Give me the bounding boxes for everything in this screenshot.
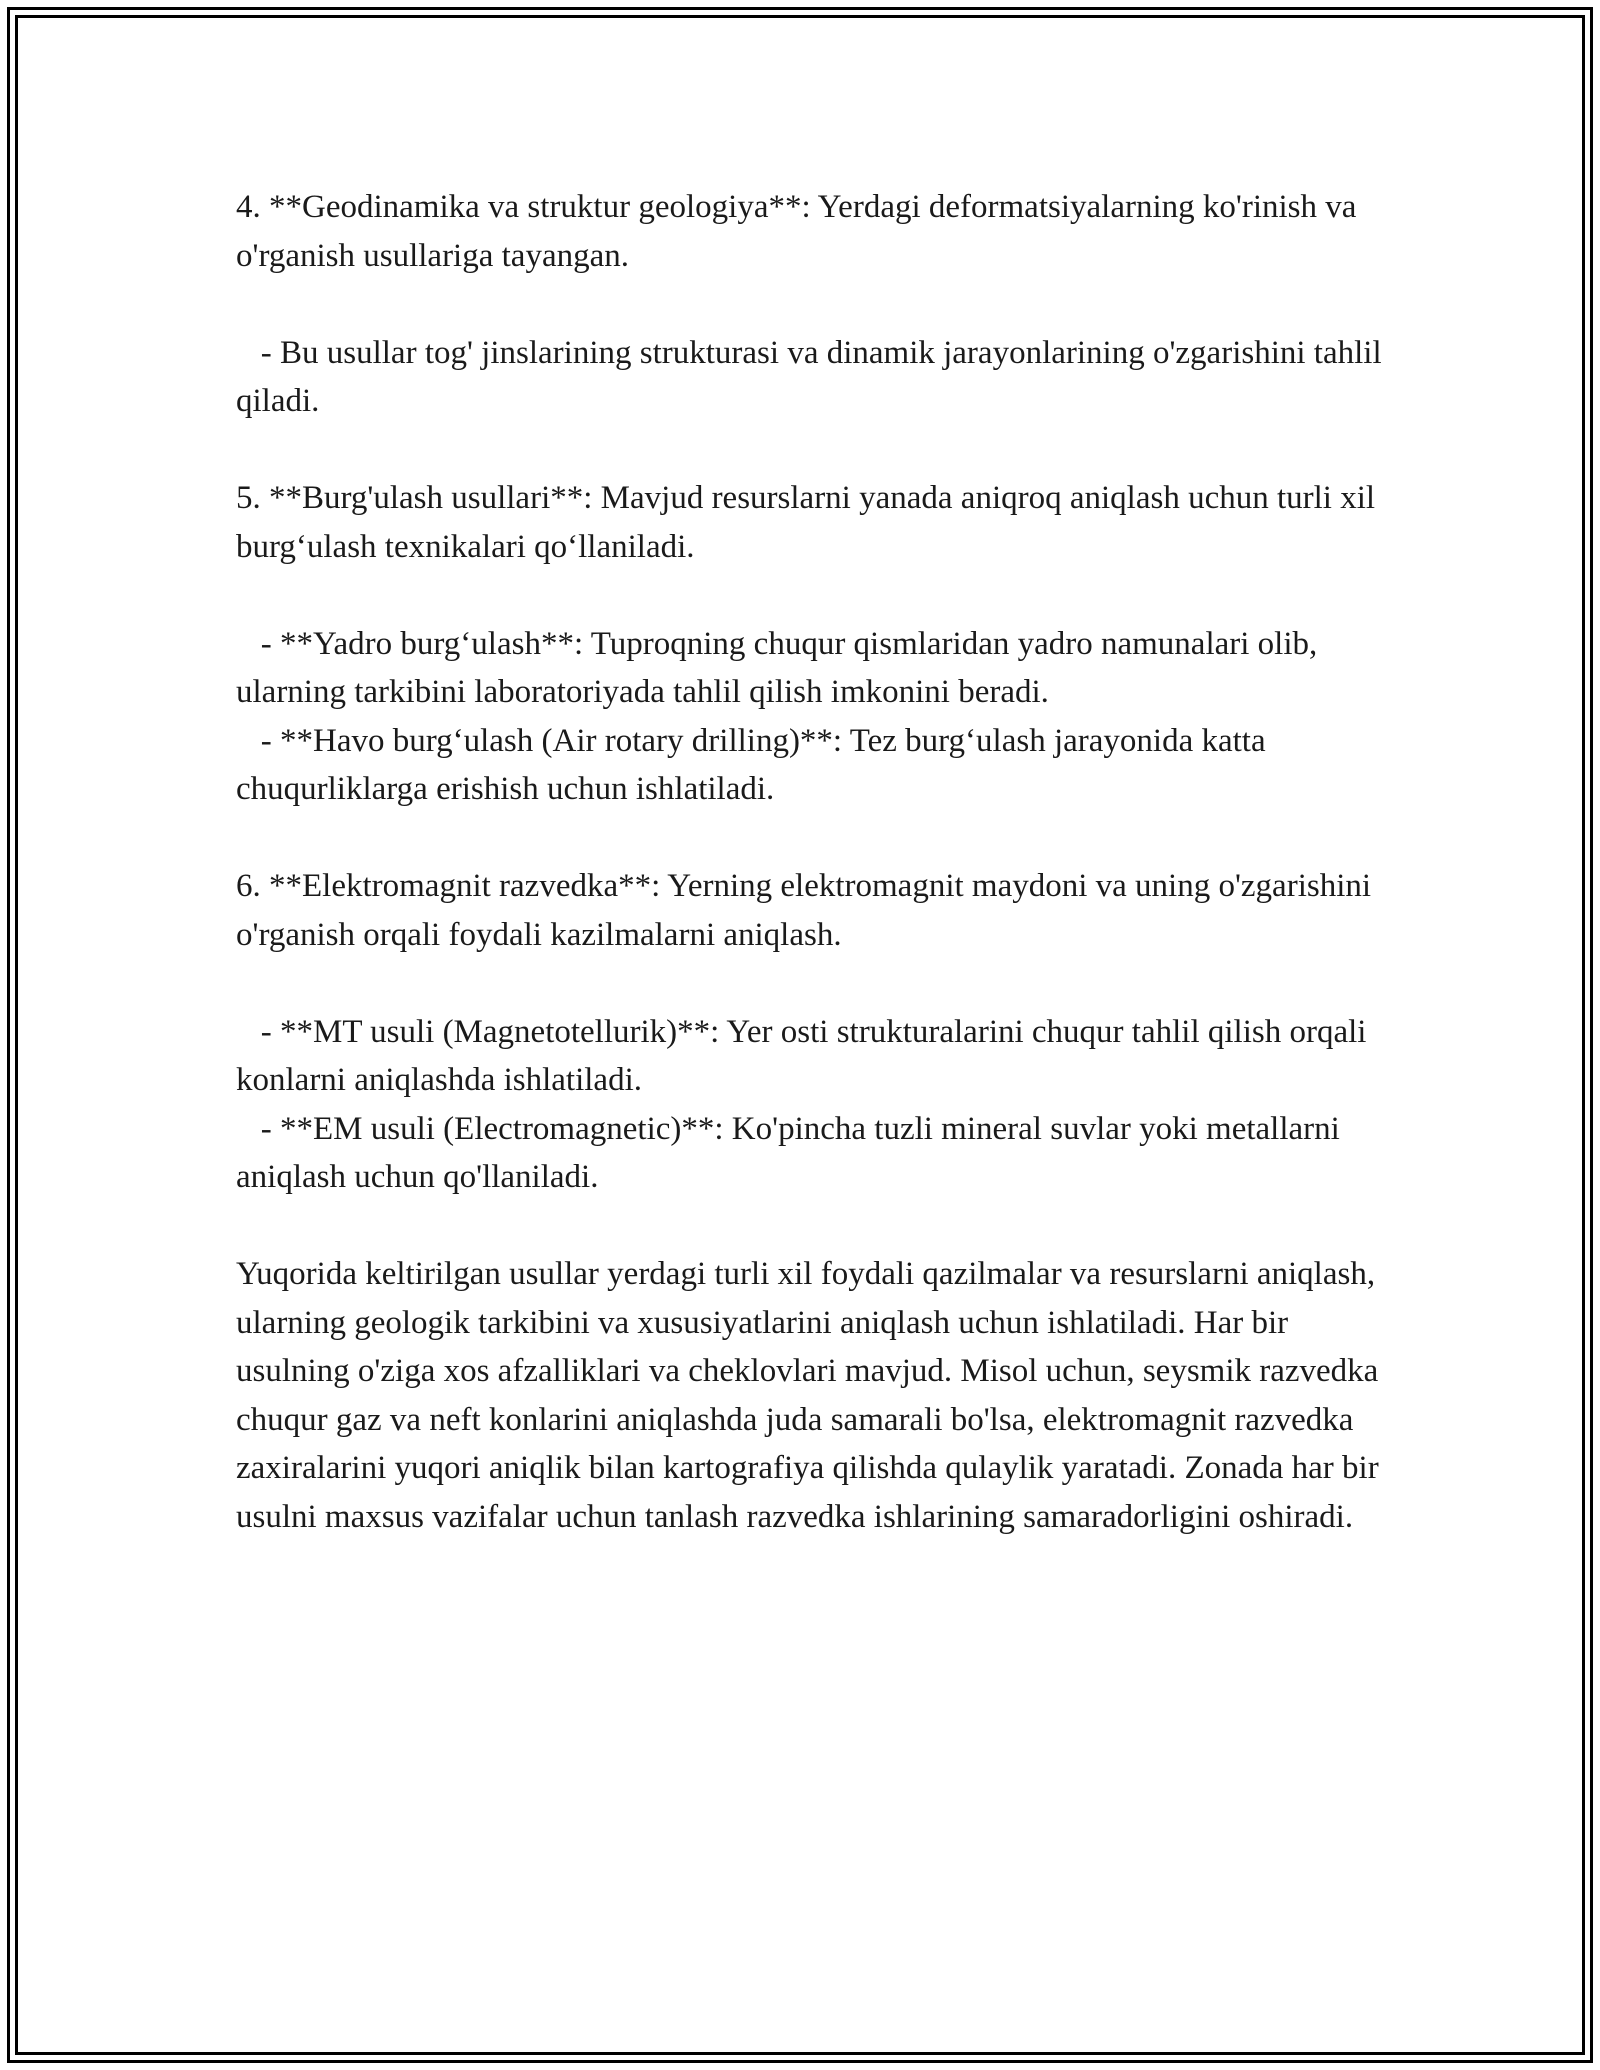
section-6-heading-paragraph: 6. **Elektromagnit razvedka**: Yerning elektromagnit maydoni va uning o'zgarishini o'rganish orqali foydali kazilmalarni aniqlash. xyxy=(236,868,1380,953)
section-6-bullet-mt: - **MT usuli (Magnetotellurik)**: Yer osti strukturalarini chuqur tahlil qilish orqali konlarni aniqlashda ishlatiladi. xyxy=(236,1013,1375,1098)
section-5-bullet-air-drilling: - **Havo burg‘ulash (Air rotary drilling)**: Tez burg‘ulash jarayonida katta chuqurliklarga erishish uchun ishlatiladi. xyxy=(236,722,1274,807)
paragraph-spacer xyxy=(236,959,1386,1008)
paragraph-spacer xyxy=(236,426,1386,475)
paragraph-spacer xyxy=(236,814,1386,863)
section-5-bullet-core-drilling: - **Yadro burg‘ulash**: Tuproqning chuqur qismlaridan yadro namunalari olib, ularning tarkibini laboratoriyada tahlil qilish imkonini beradi. xyxy=(236,625,1326,710)
section-5-heading-paragraph: 5. **Burg'ulash usullari**: Mavjud resurslarni yanada aniqroq aniqlash uchun turli xil burg‘ulash texnikalari qo‘llaniladi. xyxy=(236,480,1384,565)
section-6-bullet-em: - **EM usuli (Electromagnetic)**: Ko'pincha tuzli mineral suvlar yoki metallarni aniqlash uchun qo'llaniladi. xyxy=(236,1110,1349,1195)
paragraph-spacer xyxy=(236,571,1386,620)
conclusion-paragraph: Yuqorida keltirilgan usullar yerdagi turli xil foydali qazilmalar va resurslarni aniqlash, ularning geologik tarkibini va xususiyatlarini aniqlash uchun ishlatiladi. Har bir usulning o'ziga xos afzalliklari va cheklovlari mavjud. Misol uchun, seysmik razvedka chuqur gaz va neft konlarini aniqlashda juda samarali bo'lsa, elektromagnit razvedka zaxiralarini yuqori aniqlik bilan kartografiya qilishda qulaylik yaratadi. Zonada har bir usulni maxsus vazifalar uchun tanlash razvedka ishlarining samaradorligini oshiradi. xyxy=(236,1256,1387,1535)
document-body xyxy=(236,183,1390,1541)
paragraph-spacer xyxy=(236,1202,1386,1251)
section-4-heading-paragraph: 4. **Geodinamika va struktur geologiya**: Yerdagi deformatsiyalarning ko'rinish va o'rganish usullariga tayangan. xyxy=(236,189,1365,274)
paragraph-spacer xyxy=(236,280,1386,329)
section-4-bullet: - Bu usullar tog' jinslarining strukturasi va dinamik jarayonlarining o'zgarishini tahlil qiladi. xyxy=(236,334,1390,419)
